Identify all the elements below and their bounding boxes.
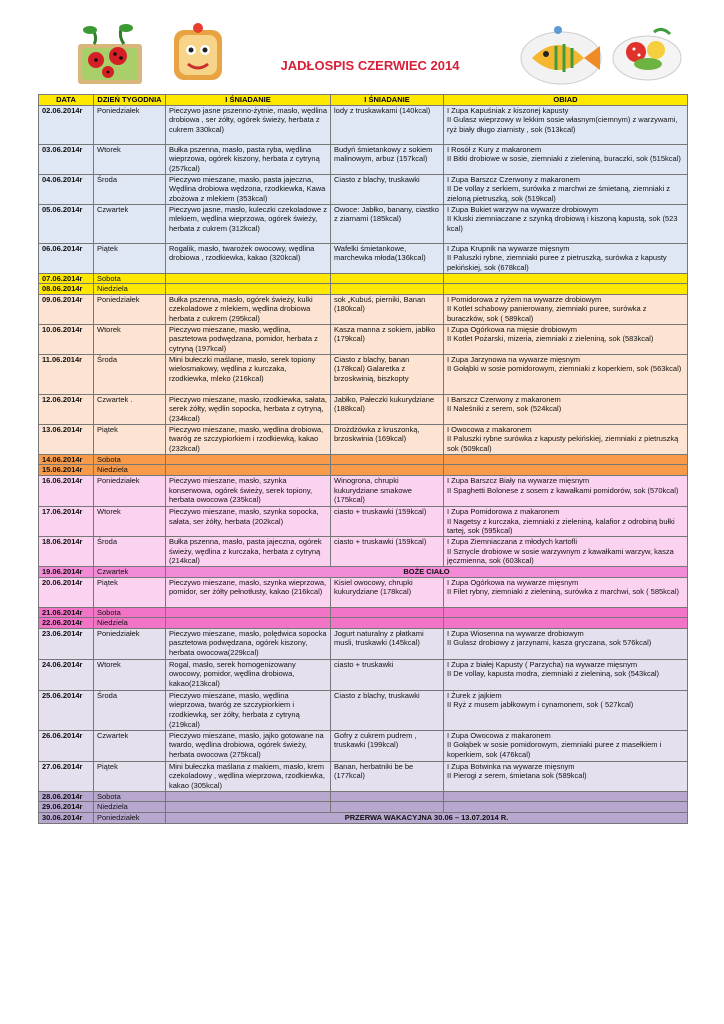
- lunch-course: II Sznycle drobiowe w sosie warzywnym z kawałkami warzyw, kasza jęczmienna, sok (603kcal): [447, 546, 674, 566]
- date-cell: 18.06.2014r: [39, 536, 94, 566]
- date-cell: 03.06.2014r: [39, 144, 94, 174]
- second-breakfast-cell: Gofry z cukrem pudrem , truskawki (199kcal): [331, 730, 444, 761]
- second-breakfast-cell: [331, 791, 444, 802]
- table-row: [39, 577, 688, 607]
- second-breakfast-cell: Kasza manna z sokiem, jabłko (179kcal): [331, 324, 444, 354]
- date-cell: 21.06.2014r: [39, 607, 94, 618]
- lunch-cell: [444, 802, 688, 813]
- day-cell: Środa: [94, 174, 166, 204]
- breakfast-cell: Mini bułeczki maślane, masło, serek topiony wielosmakowy, wędlina z kurczaka, rzodkiewka, mleko (216kcal): [166, 354, 331, 394]
- breakfast-cell: Bułka pszenna, masło, pasta ryba, wędlina wieprzowa, ogórek kiszony, herbata z cytryną (257kcal): [166, 144, 331, 174]
- second-breakfast-cell: [331, 465, 444, 476]
- table-row: [39, 618, 688, 629]
- lunch-course: I Zupa Bukiet warzyw na wywarze drobiowym: [447, 204, 599, 214]
- date-cell: 24.06.2014r: [39, 659, 94, 690]
- second-breakfast-cell: [331, 273, 444, 284]
- table-row: [39, 144, 688, 174]
- lunch-cell: [444, 144, 688, 174]
- salad-plate-icon: [610, 22, 684, 84]
- lunch-course: I Zupa Botwinka na wywarze mięsnym: [447, 761, 575, 771]
- date-cell: 11.06.2014r: [39, 354, 94, 394]
- breakfast-cell: Bułka pszenna, masło, ogórek świeży, kulki czekoladowe z mlekiem, wędlina drobiowa herbata z cukrem (295kcal): [166, 294, 331, 324]
- day-cell: Środa: [94, 536, 166, 566]
- sandwich-ladybug-icon: [72, 22, 148, 88]
- date-cell: 30.06.2014r: [39, 812, 94, 823]
- second-breakfast-cell: Ciasto z blachy, banan (178kcal) Galaretka z brzoskwinią, biszkopty: [331, 354, 444, 394]
- date-cell: 17.06.2014r: [39, 506, 94, 536]
- lunch-cell: [444, 628, 688, 659]
- lunch-cell: [444, 618, 688, 629]
- day-cell: Niedziela: [94, 284, 166, 295]
- lunch-cell: [444, 761, 688, 791]
- lunch-course: II Gulasz drobiowy z jarzynami, kasza gryczana, sok 576kcal): [447, 638, 652, 648]
- second-breakfast-cell: ciasto + truskawki: [331, 659, 444, 690]
- table-row: [39, 424, 688, 454]
- day-cell: Czwartek: [94, 566, 166, 577]
- lunch-course: I Zupa Jarzynowa na wywarze mięsnym: [447, 354, 580, 364]
- day-cell: Sobota: [94, 607, 166, 618]
- date-cell: 02.06.2014r: [39, 105, 94, 144]
- lunch-course: I Barszcz Czerwony z makaronem: [447, 394, 561, 404]
- lunch-course: II Filet rybny, ziemniaki z zieleniną, surówka z marchwi, sok ( 585kcal): [447, 587, 680, 597]
- date-cell: 25.06.2014r: [39, 690, 94, 730]
- day-cell: Wtorek: [94, 506, 166, 536]
- column-header-lunch: OBIAD: [444, 95, 688, 106]
- lunch-course: I Zupa Pomidorowa z makaronem: [447, 506, 560, 516]
- table-row: [39, 294, 688, 324]
- day-cell: Piątek: [94, 761, 166, 791]
- lunch-cell: [444, 454, 688, 465]
- page-title: JADŁOSPIS CZERWIEC 2014: [280, 58, 460, 73]
- lunch-course: I Zupa Wiosenna na wywarze drobiowym: [447, 628, 584, 638]
- lunch-course: II Naleśniki z serem, sok (524kcal): [447, 404, 562, 414]
- breakfast-cell: [166, 465, 331, 476]
- lunch-course: I Zupa Ogórkowa na mięsie drobiowym: [447, 324, 578, 334]
- lunch-cell: [444, 394, 688, 424]
- table-row: [39, 273, 688, 284]
- column-header-second-breakfast: I ŚNIADANIE: [331, 95, 444, 106]
- day-cell: Poniedziałek: [94, 475, 166, 506]
- day-cell: Niedziela: [94, 802, 166, 813]
- table-row: [39, 394, 688, 424]
- lunch-course: I Zupa Ogórkowa na wywarze mięsnym: [447, 577, 579, 587]
- date-cell: 19.06.2014r: [39, 566, 94, 577]
- lunch-cell: [444, 536, 688, 566]
- day-cell: Wtorek: [94, 659, 166, 690]
- table-row: [39, 812, 688, 823]
- second-breakfast-cell: Drożdżówka z kruszonką, brzoskwinia (169kcal): [331, 424, 444, 454]
- fish-plate-icon: [518, 24, 604, 86]
- second-breakfast-cell: Ciasto z blachy, truskawki: [331, 174, 444, 204]
- second-breakfast-cell: [331, 802, 444, 813]
- lunch-course: II De vollay, kapusta modra, ziemniaki z zieleniną, sok (543kcal): [447, 669, 660, 679]
- date-cell: 27.06.2014r: [39, 761, 94, 791]
- second-breakfast-cell: Owoce: Jabłko, banany, ciastko z ziarnami (185kcal): [331, 204, 444, 243]
- lunch-course: II Pierogi z serem, śmietana sok (589kcal): [447, 771, 587, 781]
- breakfast-cell: Pieczywo jasne, masło, kuleczki czekoladowe z mlekiem, wędlina wieprzowa, ogórek świeży, herbata z cukrem (312kcal): [166, 204, 331, 243]
- lunch-cell: [444, 243, 688, 273]
- date-cell: 08.06.2014r: [39, 284, 94, 295]
- second-breakfast-cell: Winogrona, chrupki kukurydziane smakowe (175kcal): [331, 475, 444, 506]
- second-breakfast-cell: Budyń śmietankowy z sokiem malinowym, arbuz (157kcal): [331, 144, 444, 174]
- lunch-cell: [444, 730, 688, 761]
- date-cell: 05.06.2014r: [39, 204, 94, 243]
- table-row: [39, 284, 688, 295]
- breakfast-cell: Pieczywo mieszane, masło, szynka konserwowa, ogórek świeży, serek topiony, herbata owocowa (235kcal): [166, 475, 331, 506]
- day-cell: Sobota: [94, 273, 166, 284]
- lunch-cell: [444, 204, 688, 243]
- day-cell: Wtorek: [94, 144, 166, 174]
- date-cell: 12.06.2014r: [39, 394, 94, 424]
- breakfast-cell: [166, 791, 331, 802]
- second-breakfast-cell: Jogurt naturalny z płatkami musli, truskawki (145kcal): [331, 628, 444, 659]
- breakfast-cell: [166, 454, 331, 465]
- lunch-cell: [444, 174, 688, 204]
- lunch-cell: [444, 105, 688, 144]
- table-row: [39, 659, 688, 690]
- lunch-course: II Ryż z musem jabłkowym i cynamonem, sok ( 527kcal): [447, 700, 634, 710]
- lunch-course: II Gołąbki w sosie pomidorowym, ziemniaki z koperkiem, sok (563kcal): [447, 364, 682, 374]
- day-cell: Poniedziałek: [94, 105, 166, 144]
- breakfast-cell: Mini bułeczka maślana z makiem, masło, krem czekoladowy , wędlina wieprzowa, rzodkiewka, kakao (305kcal): [166, 761, 331, 791]
- breakfast-cell: [166, 607, 331, 618]
- breakfast-cell: Pieczywo mieszane, masło, jajko gotowane na twardo, wędlina drobiowa, ogórek świeży, herbata owocowa (275kcal): [166, 730, 331, 761]
- table-row: [39, 761, 688, 791]
- table-row: [39, 174, 688, 204]
- lunch-cell: [444, 284, 688, 295]
- day-cell: Piątek: [94, 577, 166, 607]
- table-row: [39, 354, 688, 394]
- breakfast-cell: Pieczywo mieszane, masło, wędlina drobiowa, twaróg ze szczypiorkiem i rzodkiewką, kakao (232kcal): [166, 424, 331, 454]
- table-row: [39, 730, 688, 761]
- lunch-course: I Rosół z Kury z makaronem: [447, 144, 542, 154]
- breakfast-cell: Pieczywo mieszane, masło, pasta jajeczna, Wędlina drobiowa wędzona, rzodkiewka, Kawa zbożowa z mlekiem (353kcal): [166, 174, 331, 204]
- lunch-course: II Kotlet schabowy panierowany, ziemniaki puree, surówka z buraczków, sok ( 589kcal): [447, 304, 647, 323]
- lunch-cell: [444, 791, 688, 802]
- second-breakfast-cell: Wafelki śmietankowe, marchewka młoda(136kcal): [331, 243, 444, 273]
- day-cell: Poniedziałek: [94, 294, 166, 324]
- table-row: [39, 324, 688, 354]
- breakfast-cell: Pieczywo mieszane, masło, polędwica sopocka pasztetowa podwędzana, ogórek kiszony, herbata owocowa(229kcal): [166, 628, 331, 659]
- lunch-course: II Paluszki rybne, ziemniaki puree z pietruszką, surówka z kapusty pekińskiej, sok (678kcal): [447, 253, 667, 272]
- breakfast-cell: Pieczywo mieszane, masło, wędlina, pasztetowa podwędzana, pomidor, herbata z cytryną (197kcal): [166, 324, 331, 354]
- lunch-cell: [444, 354, 688, 394]
- column-header-day: DZIEŃ TYGODNIA: [94, 95, 166, 106]
- day-cell: Czwartek: [94, 730, 166, 761]
- table-row: [39, 566, 688, 577]
- lunch-course: I Pomidorowa z ryżem na wywarze drobiowym: [447, 294, 602, 304]
- lunch-cell: [444, 294, 688, 324]
- date-cell: 28.06.2014r: [39, 791, 94, 802]
- table-row: [39, 243, 688, 273]
- page-header: [0, 0, 724, 94]
- lunch-cell: [444, 475, 688, 506]
- table-row: [39, 536, 688, 566]
- table-row: [39, 465, 688, 476]
- lunch-cell: [444, 424, 688, 454]
- table-row: [39, 506, 688, 536]
- lunch-course: II Nagetsy z kurczaka, ziemniaki z zieleniną, kalafior z odrobiną bułki tartej, sok (595kcal): [447, 516, 675, 536]
- lunch-course: I Zupa Owocowa z makaronem: [447, 730, 551, 740]
- second-breakfast-cell: [331, 284, 444, 295]
- breakfast-cell: Pieczywo mieszane, masło, szynka wieprzowa, pomidor, ser żółty pełnotłusty, kakao (216kcal): [166, 577, 331, 607]
- column-header-breakfast: I ŚNIADANIE: [166, 95, 331, 106]
- lunch-course: I Zupa Ziemniaczana z młodych kartofli: [447, 536, 578, 546]
- second-breakfast-cell: sok „Kubuś, pierniki, Banan (180kcal): [331, 294, 444, 324]
- column-header-date: DATA: [39, 95, 94, 106]
- lunch-course: II Kotlet Pożarski, mizeria, ziemniaki z zieleniną, sok (583kcal): [447, 334, 654, 344]
- day-cell: Poniedziałek: [94, 812, 166, 823]
- lunch-course: II Paluszki rybne surówka z kapusty pekińskiej, ziemniaki z pietruszką sok (509kcal): [447, 434, 679, 453]
- second-breakfast-cell: Ciasto z blachy, truskawki: [331, 690, 444, 730]
- table-row: [39, 802, 688, 813]
- day-cell: Wtorek: [94, 324, 166, 354]
- table-row: [39, 475, 688, 506]
- lunch-course: I Zupa z białej Kapusty ( Parzycha) na wywarze mięsnym: [447, 659, 638, 669]
- breakfast-cell: Rogalik, masło, twarożek owocowy, wędlina drobiowa , rzodkiewka, kakao (320kcal): [166, 243, 331, 273]
- second-breakfast-cell: Kisiel owocowy, chrupki kukurydziane (178kcal): [331, 577, 444, 607]
- lunch-cell: [444, 690, 688, 730]
- date-cell: 20.06.2014r: [39, 577, 94, 607]
- lunch-cell: [444, 659, 688, 690]
- holiday-cell: BOŻE CIAŁO: [166, 566, 688, 577]
- lunch-course: II Gołąbek w sosie pomidorowym, ziemniaki puree z masełkiem i koperkiem, sok (476kcal): [447, 740, 662, 759]
- table-row: [39, 628, 688, 659]
- lunch-course: I Zupa Kapuśniak z kiszonej kapusty: [447, 105, 569, 115]
- toast-face-icon: [170, 22, 226, 84]
- second-breakfast-cell: Banan, herbatniki be be (177kcal): [331, 761, 444, 791]
- lunch-course: II Kluski ziemniaczane z szynką drobiową i kiszoną kapustą, sok (523 kcal): [447, 214, 678, 233]
- date-cell: 10.06.2014r: [39, 324, 94, 354]
- table-row: [39, 105, 688, 144]
- lunch-course: I Zupa Barszcz Czerwony z makaronem: [447, 174, 580, 184]
- lunch-cell: [444, 273, 688, 284]
- second-breakfast-cell: ciasto + truskawki (159kcal): [331, 536, 444, 566]
- lunch-course: II De vollay z serkiem, surówka z marchwi ze śmietaną, ziemniaki z zieloną pietruszką, sok (519kcal): [447, 184, 670, 203]
- lunch-course: I Zupa Barszcz Biały na wywarze mięsnym: [447, 475, 590, 485]
- table-header-row: [39, 95, 688, 106]
- breakfast-cell: Pieczywo jasne pszenno-żytnie, masło, wędlina drobiowa , ser żółty, ogórek świeży, herbata z cukrem 330kcal): [166, 105, 331, 144]
- table-row: [39, 791, 688, 802]
- second-breakfast-cell: [331, 618, 444, 629]
- breakfast-cell: Rogal, masło, serek homogenizowany owocowy, pomidor, wędlina drobiowa, kakao(213kcal): [166, 659, 331, 690]
- lunch-course: II Gulasz wieprzowy w lekkim sosie własnym(ciemnym) z warzywami, ryż biały długo ziarnisty , sok (513kcal): [447, 115, 678, 134]
- breakfast-cell: [166, 618, 331, 629]
- date-cell: 04.06.2014r: [39, 174, 94, 204]
- breakfast-cell: Pieczywo mieszane, masło, wędlina wieprzowa, twaróg ze szczypiorkiem i rzodkiewką, ser żółty, herbata z cytryną (219kcal): [166, 690, 331, 730]
- lunch-course: I Żurek z jajkiem: [447, 690, 502, 700]
- breakfast-cell: [166, 802, 331, 813]
- menu-table-body: [39, 105, 688, 823]
- lunch-course: II Bitki drobiowe w sosie, ziemniaki z zieleniną, buraczki, sok (515kcal): [447, 154, 681, 164]
- lunch-cell: [444, 577, 688, 607]
- lunch-course: I Zupa Krupnik na wywarze mięsnym: [447, 243, 570, 253]
- second-breakfast-cell: [331, 607, 444, 618]
- date-cell: 09.06.2014r: [39, 294, 94, 324]
- day-cell: Środa: [94, 690, 166, 730]
- date-cell: 14.06.2014r: [39, 454, 94, 465]
- breakfast-cell: [166, 273, 331, 284]
- lunch-cell: [444, 465, 688, 476]
- second-breakfast-cell: [331, 454, 444, 465]
- date-cell: 07.06.2014r: [39, 273, 94, 284]
- date-cell: 16.06.2014r: [39, 475, 94, 506]
- table-row: [39, 204, 688, 243]
- breakfast-cell: [166, 284, 331, 295]
- second-breakfast-cell: ciasto + truskawki (159kcal): [331, 506, 444, 536]
- date-cell: 26.06.2014r: [39, 730, 94, 761]
- date-cell: 13.06.2014r: [39, 424, 94, 454]
- date-cell: 15.06.2014r: [39, 465, 94, 476]
- lunch-cell: [444, 324, 688, 354]
- breakfast-cell: Pieczywo mieszane, masło, szynka sopocka, sałata, ser żółty, herbata (202kcal): [166, 506, 331, 536]
- date-cell: 22.06.2014r: [39, 618, 94, 629]
- day-cell: Niedziela: [94, 465, 166, 476]
- day-cell: Piątek: [94, 243, 166, 273]
- lunch-cell: [444, 607, 688, 618]
- day-cell: Poniedziałek: [94, 628, 166, 659]
- date-cell: 06.06.2014r: [39, 243, 94, 273]
- breakfast-cell: Pieczywo mieszane, masło, rzodkiewka, sałata, serek żółty, wędlin sopocka, herbata z cytryną, (234kcal): [166, 394, 331, 424]
- second-breakfast-cell: Jabłko, Pałeczki kukurydziane (188kcal): [331, 394, 444, 424]
- day-cell: Sobota: [94, 454, 166, 465]
- table-row: [39, 454, 688, 465]
- menu-table: [38, 94, 688, 824]
- second-breakfast-cell: lody z truskawkami (140kcal): [331, 105, 444, 144]
- day-cell: Środa: [94, 354, 166, 394]
- lunch-course: II Spaghetti Bolonese z sosem z kawałkami pomidorów, sok (570kcal): [447, 485, 679, 495]
- day-cell: Niedziela: [94, 618, 166, 629]
- holiday-cell: PRZERWA WAKACYJNA 30.06 – 13.07.2014 R.: [166, 812, 688, 823]
- table-row: [39, 607, 688, 618]
- table-row: [39, 690, 688, 730]
- lunch-cell: [444, 506, 688, 536]
- day-cell: Piątek: [94, 424, 166, 454]
- breakfast-cell: Bułka pszenna, masło, pasta jajeczna, ogórek świeży, wędlina z kurczaka, herbata z cytryną (214kcal): [166, 536, 331, 566]
- date-cell: 23.06.2014r: [39, 628, 94, 659]
- date-cell: 29.06.2014r: [39, 802, 94, 813]
- day-cell: Czwartek: [94, 204, 166, 243]
- day-cell: Sobota: [94, 791, 166, 802]
- lunch-course: I Owocowa z makaronem: [447, 424, 532, 434]
- day-cell: Czwartek .: [94, 394, 166, 424]
